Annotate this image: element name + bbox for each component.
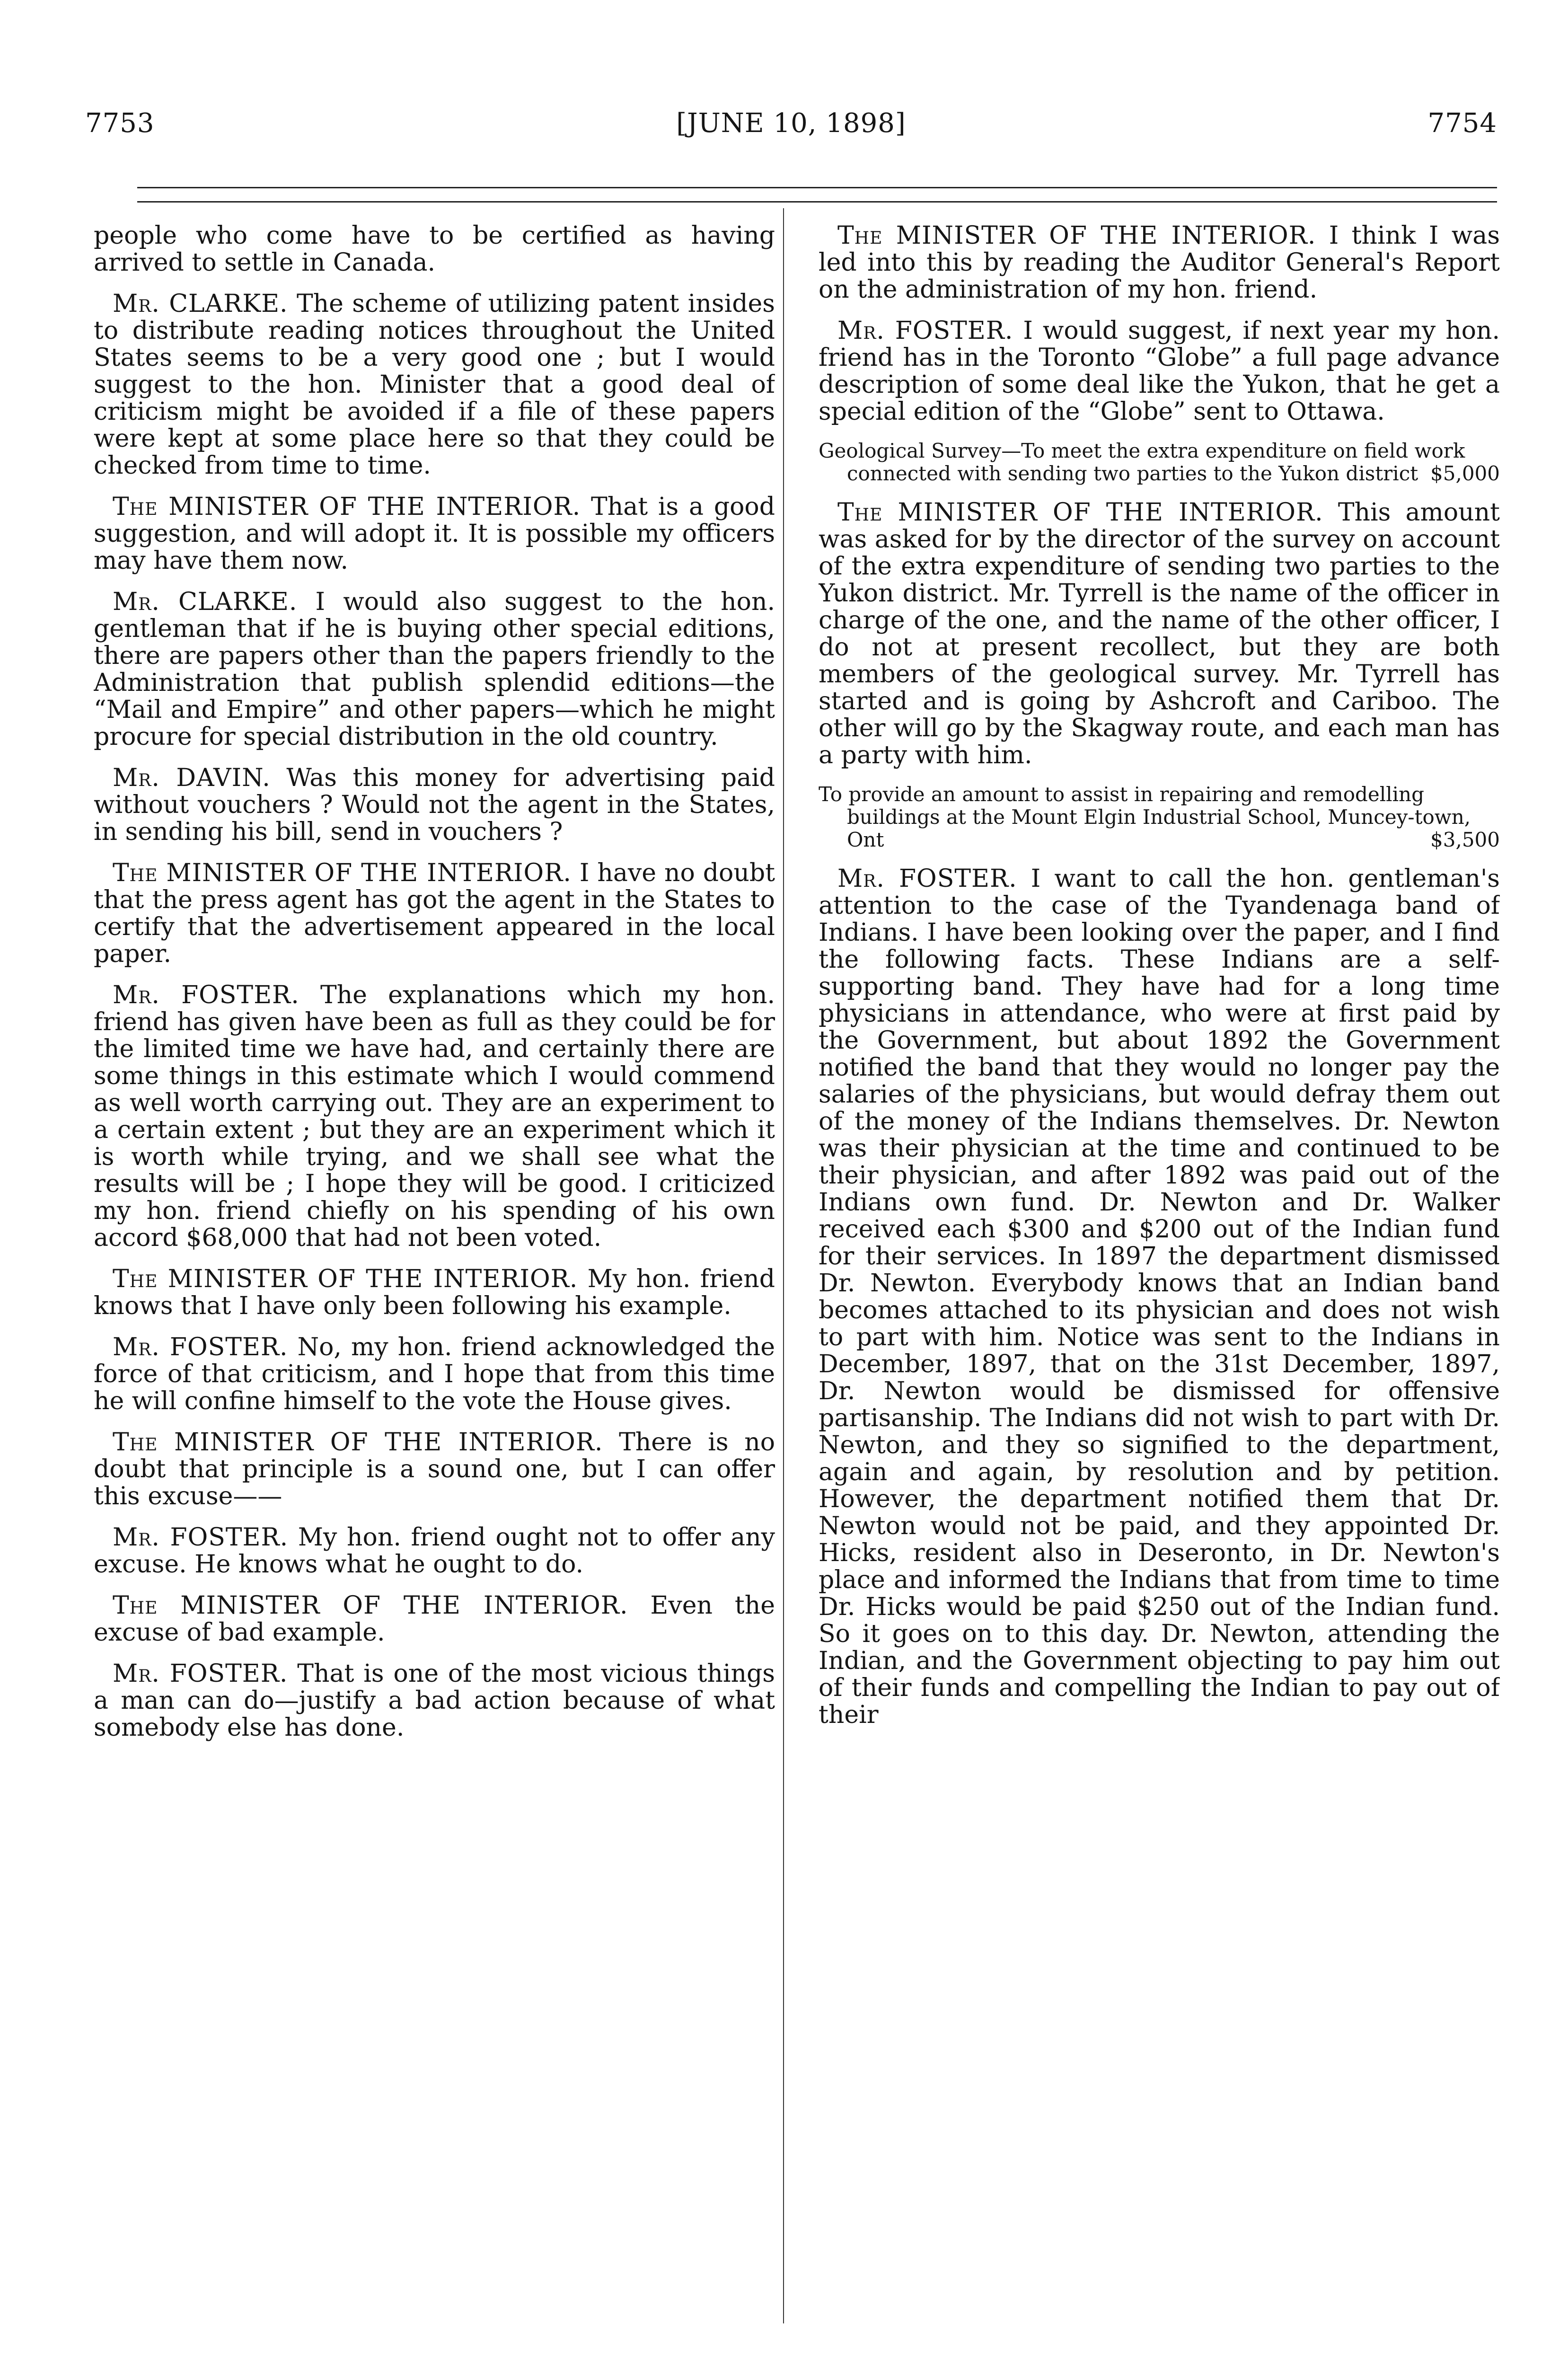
paragraph-text: I would suggest, if next year my hon. friend has in the Toronto “Globe” a full page advance description of some deal like the Yukon, that he get a special edition of the “Globe” sent to Ottawa. xyxy=(819,317,1500,426)
paragraph xyxy=(94,222,775,276)
speaker-name: Mr. FOSTER. xyxy=(113,1523,289,1552)
paragraph xyxy=(94,1524,775,1578)
paragraph-text: My hon. friend ought not to offer any excuse. He knows what he ought to do. xyxy=(94,1523,775,1579)
estimate-item-amount: $5,000 xyxy=(1430,462,1500,485)
speaker-name: Mr. FOSTER. xyxy=(113,1333,288,1361)
estimate-item-amount: $3,500 xyxy=(1430,828,1500,851)
speaker-name: Mr. FOSTER. xyxy=(113,981,300,1009)
paragraph xyxy=(94,982,775,1252)
speaker-name: Mr. CLARKE. xyxy=(113,588,298,616)
paragraph xyxy=(94,589,775,750)
paragraph-text: I think I was led into this by reading the Auditor General's Report on the administration of my hon. friend. xyxy=(819,222,1500,304)
speaker-name: Mr. DAVIN. xyxy=(113,764,271,792)
paragraph-text: I have no doubt that the press agent has got the agent in the States to certify that the advertisement appeared in the local paper. xyxy=(94,859,775,968)
speaker-name: The MINISTER OF THE INTERIOR. xyxy=(837,222,1316,250)
paragraph-text: There is no doubt that principle is a sound one, but I can offer this excuse—— xyxy=(94,1428,775,1510)
paragraph-text: I want to call the hon. gentleman's attention to the case of the Tyandenaga band of Indians. I have been looking over the paper, and I find the following facts. These Indians are a self-supporting band. They have had for a long time physicians in attendance, who were at first paid by the Government, but about 1892 the Government notified the band that they would no longer pay the salaries of the physicians, but would defray them out of the money of the Indians themselves. Dr. Newton was their physician at the time and continued to be their physician, and after 1892 was paid out of the Indians own fund. Dr. Newton and Dr. Walker received each $300 and $200 out of the Indian fund for their services. In 1897 the department dismissed Dr. Newton. Everybody knows that an Indian band becomes attached to its physician and does not wish to part with him. Notice was sent to the Indians in December, 1897, that on the 31st December, 1897, Dr. Newton would be dismissed for offensive partisanship. The Indians did not wish to part with Dr. Newton, and they so signified to the department, again and again, by resolution and by petition. However, the department notified them that Dr. Newton would not be paid, and they appointed Dr. Hicks, resident also in Deseronto, in Dr. Newton's place and informed the Indians that from time to time Dr. Hicks would be paid $250 out of the Indian fund. So it goes on to this day. Dr. Newton, attending the Indian, and the Government objecting to pay him out of their funds and compelling the Indian to pay out of their xyxy=(819,865,1500,1729)
paragraph-text: That is one of the most vicious things a man can do—justify a bad action because of what somebody else has done. xyxy=(94,1660,775,1742)
speaker-name: The MINISTER OF THE INTERIOR. xyxy=(113,859,572,887)
right-column xyxy=(819,222,1500,2355)
estimate-item-text: Geological Survey—To meet the extra expenditure on field work connected with sending two parties to the Yukon district xyxy=(819,439,1465,485)
speaker-name: Mr. CLARKE. xyxy=(113,290,288,318)
paragraph xyxy=(819,222,1500,303)
paragraph xyxy=(94,1660,775,1741)
speaker-name: Mr. FOSTER. xyxy=(113,1660,288,1688)
paragraph-text: No, my hon. friend acknowledged the force of that criticism, and I hope that from this time he will confine himself to the vote the House gives. xyxy=(94,1333,775,1415)
paragraph-text: people who come have to be certified as having arrived to settle in Canada. xyxy=(94,222,775,277)
left-column xyxy=(94,222,775,2355)
page-number-right: 7754 xyxy=(1427,108,1497,139)
paragraph-text: The scheme of utilizing patent insides to distribute reading notices throughout the United States seems to be a very good one ; but I would suggest to the hon. Minister that a good deal of criticism might be avoided if a file of these papers were kept at some place here so that they could be checked from time to time. xyxy=(94,290,775,480)
column-divider xyxy=(783,208,784,2323)
speaker-name: The MINISTER OF THE INTERIOR. xyxy=(113,1428,603,1457)
paragraph xyxy=(94,765,775,846)
page-number-left: 7753 xyxy=(85,108,155,139)
page-header xyxy=(85,108,1497,146)
header-rule-top xyxy=(137,187,1497,188)
paragraph xyxy=(819,318,1500,425)
speaker-name: The MINISTER OF THE INTERIOR. xyxy=(113,493,581,521)
paragraph-text: The explanations which my hon. friend has given have been as full as they could be for the limited time we have had, and certainly there are some things in this estimate which I would commend as well worth carrying out. They are an experiment to a certain extent ; but they are an experiment which it is worth while trying, and we shall see what the results will be ; I hope they will be good. I criticized my hon. friend chiefly on his spending of his own accord $68,000 that had not been voted. xyxy=(94,981,775,1252)
paragraph-text: This amount was asked for by the director of the survey on account of the extra expenditure of sending two parties to the Yukon district. Mr. Tyrrell is the name of the officer in charge of the one, and the name of the other officer, I do not at present recollect, but they are both members of the geological survey. Mr. Tyrrell has started and is going by Ashcroft and Cariboo. The other will go by the Skagway route, and each man has a party with him. xyxy=(819,498,1500,769)
speaker-name: The MINISTER OF THE INTERIOR. xyxy=(113,1265,578,1293)
paragraph-text: That is a good suggestion, and will adopt it. It is possible my officers may have them now. xyxy=(94,493,775,575)
paragraph-text: Was this money for advertising paid without vouchers ? Would not the agent in the States, in sending his bill, send in vouchers ? xyxy=(94,764,775,846)
header-rule-bottom xyxy=(137,201,1497,203)
header-date: [JUNE 10, 1898] xyxy=(676,108,906,139)
speaker-name: Mr. FOSTER. xyxy=(837,865,1017,893)
paragraph-text: Even the excuse of bad example. xyxy=(94,1591,775,1647)
paragraph xyxy=(94,1266,775,1320)
estimate-item-text: To provide an amount to assist in repairing and remodelling buildings at the Mount Elgin Industrial School, Muncey-town, Ont xyxy=(819,783,1471,851)
estimate-item xyxy=(819,783,1500,851)
speaker-name: Mr. FOSTER. xyxy=(837,317,1013,345)
paragraph xyxy=(94,1592,775,1646)
paragraph xyxy=(94,1334,775,1415)
paragraph xyxy=(94,494,775,574)
speaker-name: The MINISTER OF THE INTERIOR. xyxy=(837,498,1323,527)
paragraph-text: I would also suggest to the hon. gentleman that if he is buying other special editions, there are papers other than the papers friendly to the Administration that publish splendid editions—the “Mail and Empire” and other papers—which he might procure for special distribution in the old country. xyxy=(94,588,775,751)
estimate-item xyxy=(819,440,1500,485)
paragraph xyxy=(94,1429,775,1510)
paragraph xyxy=(94,291,775,479)
paragraph xyxy=(819,865,1500,1729)
paragraph xyxy=(94,860,775,968)
paragraph-text: My hon. friend knows that I have only been following his example. xyxy=(94,1265,775,1320)
speaker-name: The MINISTER OF THE INTERIOR. xyxy=(113,1591,628,1620)
paragraph xyxy=(819,499,1500,769)
